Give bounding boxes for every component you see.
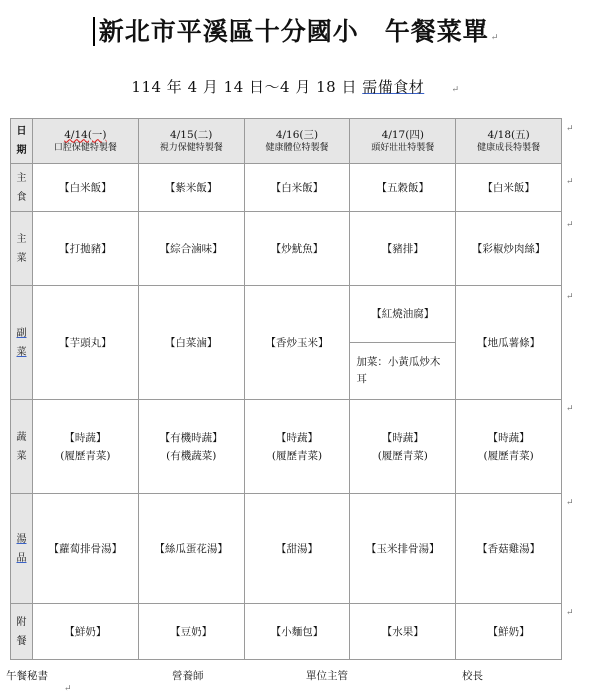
day-theme: 健康體位特製餐 (265, 142, 329, 153)
side-cell: 【芋頭丸】 (33, 286, 139, 400)
veg-name: 【時蔬】 (487, 431, 530, 444)
extra-cell: 【水果】 (350, 604, 456, 660)
veg-cell (244, 400, 350, 494)
ingredients-note: 需備食材 (362, 78, 425, 96)
day-theme: 健康成長特製餐 (477, 142, 541, 153)
side-row (11, 286, 562, 400)
soup-cell: 【香菇雞湯】 (456, 494, 562, 604)
row-label-soup (11, 494, 33, 604)
paragraph-mark-icon: ↵ (566, 124, 574, 134)
row-label-char: 品 (16, 552, 27, 564)
veg-cell (456, 400, 562, 494)
veg-name: 【時蔬】 (275, 431, 318, 444)
day-date: 4/18(五) (487, 128, 530, 141)
staple-row (11, 164, 562, 212)
day-date: 4/17(四) (381, 128, 424, 141)
day-header (244, 119, 350, 164)
day-header (138, 119, 244, 164)
row-label-date (11, 119, 33, 164)
paragraph-mark-icon: ↵ (566, 608, 574, 618)
signature-supervisor: 單位主管 (306, 670, 348, 682)
staple-cell: 【白米飯】 (456, 164, 562, 212)
paragraph-mark-icon: ↵ (566, 292, 574, 302)
row-label-extra (11, 604, 33, 660)
row-label-veg (11, 400, 33, 494)
soup-cell: 【蘿蔔排骨湯】 (33, 494, 139, 604)
signature-nutritionist: 營養師 (172, 670, 204, 682)
row-label-char: 食 (16, 191, 27, 203)
side-dish: 【紅燒油腐】 (350, 286, 455, 343)
row-label-char: 副 (16, 327, 27, 339)
row-label-char: 菜 (16, 252, 27, 264)
veg-cell (138, 400, 244, 494)
paragraph-mark-icon: ↵ (451, 85, 460, 95)
day-header (33, 119, 139, 164)
title-block (0, 12, 591, 48)
main-cell: 【炒魷魚】 (244, 212, 350, 286)
extra-side-dish: 加菜：小黃瓜炒木耳 (356, 356, 441, 385)
row-label-char: 菜 (16, 450, 27, 462)
staple-cell: 【白米飯】 (33, 164, 139, 212)
day-date: 4/15(二) (170, 128, 213, 141)
row-label-char: 附 (16, 616, 27, 628)
main-row (11, 212, 562, 286)
veg-source: (有機蔬菜) (166, 449, 217, 462)
extra-cell: 【鮮奶】 (456, 604, 562, 660)
row-label-char: 主 (16, 172, 27, 184)
extra-cell: 【豆奶】 (138, 604, 244, 660)
veg-cell (33, 400, 139, 494)
row-label-char: 菜 (16, 346, 27, 358)
side-cell-split (350, 286, 456, 400)
day-header (350, 119, 456, 164)
extra-cell: 【小麵包】 (244, 604, 350, 660)
veg-source: (履歷青菜) (271, 449, 323, 462)
signature-principal: 校長 (462, 670, 483, 682)
veg-row (11, 400, 562, 494)
main-cell: 【綜合滷味】 (138, 212, 244, 286)
menu-table (10, 118, 562, 660)
paragraph-mark-icon: ↵ (64, 684, 72, 694)
row-label-main (11, 212, 33, 286)
soup-cell: 【玉米排骨湯】 (350, 494, 456, 604)
paragraph-mark-icon: ↵ (566, 220, 574, 230)
veg-name: 【時蔬】 (381, 431, 424, 444)
header-row (11, 119, 562, 164)
main-cell: 【豬排】 (350, 212, 456, 286)
paragraph-mark-icon: ↵ (490, 33, 499, 43)
veg-name: 【時蔬】 (64, 431, 107, 444)
veg-source: (履歷青菜) (377, 449, 428, 462)
staple-cell: 【五穀飯】 (350, 164, 456, 212)
paragraph-mark-icon: ↵ (566, 404, 574, 414)
day-theme: 口腔保健特製餐 (53, 142, 117, 153)
day-header (456, 119, 562, 164)
main-cell: 【彩椒炒肉絲】 (456, 212, 562, 286)
side-cell: 【香炒玉米】 (244, 286, 350, 400)
veg-source: (履歷青菜) (60, 449, 111, 462)
paragraph-mark-icon: ↵ (566, 177, 574, 187)
day-date: 4/16(三) (275, 128, 319, 141)
soup-cell: 【絲瓜蛋花湯】 (138, 494, 244, 604)
soup-row (11, 494, 562, 604)
main-cell: 【打拋豬】 (33, 212, 139, 286)
page-title: 新北市平溪區十分國小 午餐菜單 (93, 17, 489, 46)
day-theme: 頭好壯壯特製餐 (371, 142, 435, 153)
date-range: 114 年 4 月 14 日～4 月 18 日 (131, 78, 357, 96)
date-range-line (0, 76, 591, 97)
row-label-char: 湯 (16, 533, 27, 545)
veg-source: (履歷青菜) (483, 449, 534, 462)
day-theme: 視力保健特製餐 (159, 142, 223, 153)
side-cell: 【地瓜薯條】 (456, 286, 562, 400)
staple-cell: 【紫米飯】 (138, 164, 244, 212)
side-cell: 【白菜滷】 (138, 286, 244, 400)
staple-cell: 【白米飯】 (244, 164, 350, 212)
row-label-char: 主 (16, 233, 27, 245)
veg-name: 【有機時蔬】 (159, 431, 223, 444)
day-date: 4/14(一) (64, 128, 107, 141)
paragraph-mark-icon: ↵ (566, 498, 574, 508)
soup-cell: 【甜湯】 (244, 494, 350, 604)
row-label-staple (11, 164, 33, 212)
row-label-char: 蔬 (16, 431, 27, 443)
signature-secretary: 午餐秘書 (6, 670, 48, 682)
row-label-char: 餐 (16, 635, 27, 647)
row-label-char: 日 (16, 126, 27, 137)
extra-cell: 【鮮奶】 (33, 604, 139, 660)
row-label-side (11, 286, 33, 400)
extra-row (11, 604, 562, 660)
row-label-char: 期 (16, 145, 27, 156)
veg-cell (350, 400, 456, 494)
